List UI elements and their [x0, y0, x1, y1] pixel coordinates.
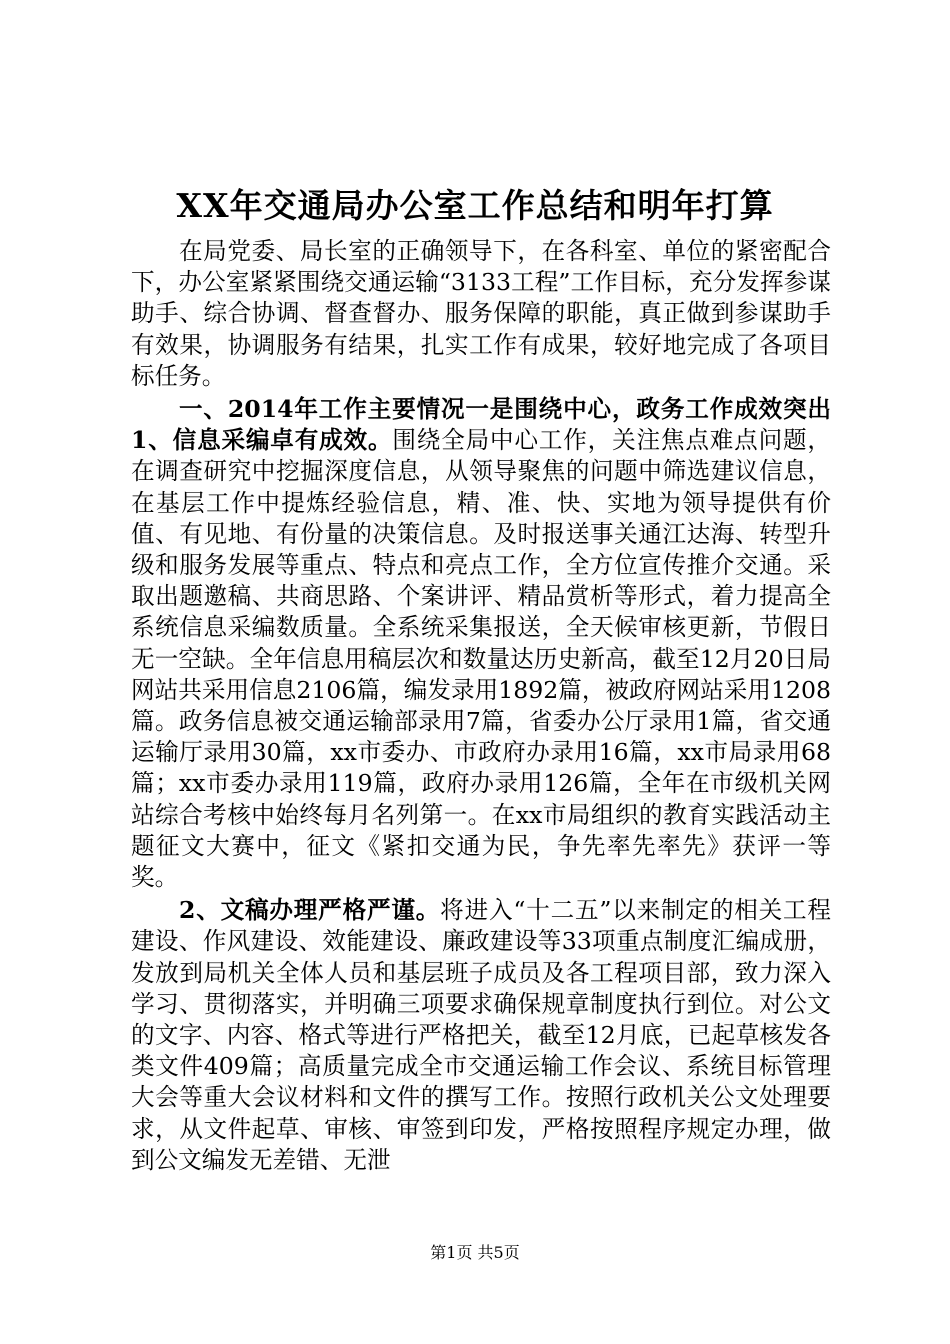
document-body	[131, 236, 831, 1176]
page-footer: 第1页 共5页	[430, 1243, 520, 1262]
section1-heading: 一、2014年工作主要情况一是围绕中心，政务工作成效突出1、信息采编卓有成效。	[131, 395, 831, 455]
section2-heading: 2、文稿办理严格严谨。	[179, 896, 441, 925]
document-title: XX年交通局办公室工作总结和明年打算	[176, 186, 774, 225]
section1-text: 围绕全局中心工作，关注焦点难点问题，在调查研究中挖掘深度信息，从领导聚焦的问题中筛选建议信息，在基层工作中提炼经验信息，精、准、快、实地为领导提供有价值、有见地、有份量的决策信息。及时报送事关通江达海、转型升级和服务发展等重点、特点和亮点工作，全方位宣传推介交通。采取出题邀稿、共商思路、个案讲评、精品赏析等形式，着力提高全系统信息采编数质量。全系统采集报送，全天候审核更新，节假日无一空缺。全年信息用稿层次和数量达历史新高，截至12月20日局网站共采用信息2106篇，编发录用1892篇，被政府网站采用1208篇。政务信息被交通运输部录用7篇，省委办公厅录用1篇，省交通运输厅录用30篇，xx市委办、市政府办录用16篇，xx市局录用68篇；xx市委办录用119篇，政府办录用126篇，全年在市级机关网站综合考核中始终每月名列第一。在xx市局组织的教育实践活动主题征文大赛中，征文《紧扣交通为民，争先率先率先》获评一等奖。	[131, 426, 831, 892]
section2-paragraph	[131, 895, 831, 1176]
section1-paragraph	[131, 394, 831, 893]
section2-text: 将进入“十二五”以来制定的相关工程建设、作风建设、效能建设、廉政建设等33项重点制度汇编成册，发放到局机关全体人员和基层班子成员及各工程项目部，致力深入学习、贯彻落实，并明确三项要求确保规章制度执行到位。对公文的文字、内容、格式等进行严格把关，截至12月底，已起草核发各类文件409篇；高质量完成全市交通运输工作会议、系统目标管理大会等重大会议材料和文件的撰写工作。按照行政机关公文处理要求，从文件起草、审核、审签到印发，严格按照程序规定办理，做到公文编发无差错、无泄	[131, 896, 832, 1174]
intro-paragraph: 在局党委、局长室的正确领导下，在各科室、单位的紧密配合下，办公室紧紧围绕交通运输“3133工程”工作目标，充分发挥参谋助手、综合协调、督查督办、服务保障的职能，真正做到参谋助手有效果，协调服务有结果，扎实工作有成果，较好地完成了各项目标任务。	[131, 237, 831, 390]
